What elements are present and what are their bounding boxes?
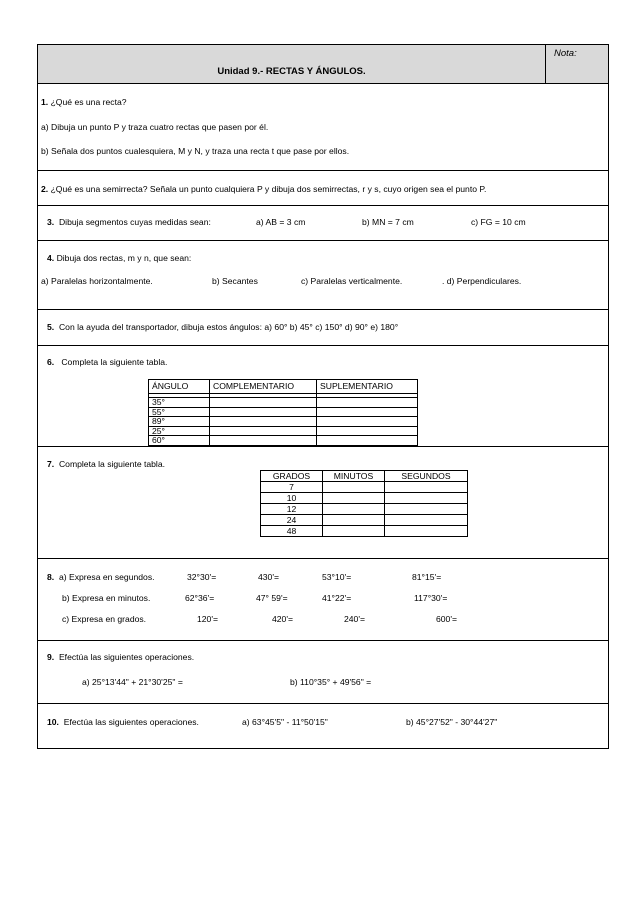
- exercise-item: 117°30'=: [414, 593, 448, 603]
- question-1-part-b: b) Señala dos puntos cualesquiera, M y N, y traza una recta t que pase por ellos.: [41, 146, 350, 156]
- answer-cell[interactable]: [210, 398, 317, 408]
- exercise-item: 81°15'=: [412, 572, 442, 582]
- question-number: 5.: [47, 322, 55, 332]
- column-header: MINUTOS: [323, 471, 385, 482]
- table-row: [261, 482, 468, 493]
- question-number: 7.: [47, 459, 55, 469]
- table-header-row: [149, 380, 418, 394]
- question-5: [38, 310, 608, 346]
- question-4-part-d: . d) Perpendiculares.: [442, 276, 522, 286]
- question-2: [38, 171, 608, 206]
- question-3: [38, 206, 608, 241]
- table-row: [261, 526, 468, 537]
- answer-cell[interactable]: [317, 426, 418, 436]
- question-6: [38, 346, 608, 447]
- answer-cell[interactable]: [210, 426, 317, 436]
- angle-cell: 55°: [149, 407, 210, 417]
- question-number: 9.: [47, 652, 55, 662]
- exercise-item: 420'=: [272, 614, 293, 624]
- answer-cell[interactable]: [323, 515, 385, 526]
- question-1-part-a: a) Dibuja un punto P y traza cuatro rectas que pasen por él.: [41, 122, 269, 132]
- table-row: [149, 436, 418, 446]
- angle-cell: 60°: [149, 436, 210, 446]
- answer-cell[interactable]: [323, 493, 385, 504]
- degrees-cell: 10: [261, 493, 323, 504]
- table-header-row: [261, 471, 468, 482]
- page-title: Unidad 9.- RECTAS Y ÁNGULOS.: [38, 45, 546, 83]
- question-8-part-a-label: a) Expresa en segundos.: [58, 572, 155, 582]
- question-10-part-a: a) 63°45'5" - 11°50'15": [242, 717, 328, 727]
- question-number: 2.: [41, 184, 49, 194]
- exercise-item: 41°22'=: [322, 593, 352, 603]
- degrees-cell: 12: [261, 504, 323, 515]
- exercise-item: 62°36'=: [185, 593, 215, 603]
- question-3-part-b: b) MN = 7 cm: [362, 217, 414, 227]
- angles-table: [148, 379, 418, 446]
- question-4-part-b: b) Secantes: [212, 276, 258, 286]
- answer-cell[interactable]: [317, 407, 418, 417]
- question-1: [38, 84, 608, 171]
- answer-cell[interactable]: [323, 482, 385, 493]
- column-header: ÁNGULO: [149, 380, 210, 394]
- exercise-item: 53°10'=: [322, 572, 352, 582]
- question-text: ¿Qué es una semirrecta? Señala un punto cualquiera P y dibuja dos semirrectas, r y s, cuyo origen sea el punto P.: [50, 184, 487, 194]
- answer-cell[interactable]: [385, 482, 468, 493]
- question-number: 1.: [41, 97, 49, 107]
- question-number: 4.: [47, 253, 55, 263]
- question-text: Completa la siguiente tabla.: [58, 459, 166, 469]
- answer-cell[interactable]: [385, 504, 468, 515]
- angle-cell: 89°: [149, 417, 210, 427]
- column-header: GRADOS: [261, 471, 323, 482]
- exercise-item: 47° 59'=: [256, 593, 288, 603]
- question-9-part-b: b) 110°35° + 49'56" =: [290, 677, 372, 687]
- degrees-cell: 7: [261, 482, 323, 493]
- worksheet: [37, 44, 609, 749]
- answer-cell[interactable]: [385, 515, 468, 526]
- question-3-part-a: a) AB = 3 cm: [256, 217, 306, 227]
- conversion-table: [260, 470, 468, 537]
- question-text: Completa la siguiente tabla.: [61, 357, 168, 367]
- question-text: Efectúa las siguientes operaciones.: [58, 652, 195, 662]
- answer-cell[interactable]: [323, 504, 385, 515]
- question-number: 6.: [47, 357, 55, 367]
- table-row: [261, 504, 468, 515]
- question-8-part-c-label: c) Expresa en grados.: [62, 614, 147, 624]
- column-header: SUPLEMENTARIO: [317, 380, 418, 394]
- question-text: Dibuja dos rectas, m y n, que sean:: [56, 253, 192, 263]
- answer-cell[interactable]: [385, 493, 468, 504]
- answer-cell[interactable]: [317, 417, 418, 427]
- question-text: Dibuja segmentos cuyas medidas sean:: [58, 217, 211, 227]
- answer-cell[interactable]: [210, 407, 317, 417]
- column-header: SEGUNDOS: [385, 471, 468, 482]
- answer-cell[interactable]: [323, 526, 385, 537]
- question-number: 10.: [47, 717, 59, 727]
- angle-cell: 35°: [149, 398, 210, 408]
- answer-cell[interactable]: [385, 526, 468, 537]
- question-8-part-b-label: b) Expresa en minutos.: [62, 593, 151, 603]
- question-10: [38, 704, 608, 748]
- question-text: ¿Qué es una recta?: [50, 97, 127, 107]
- question-9: [38, 641, 608, 704]
- question-3-part-c: c) FG = 10 cm: [471, 217, 526, 227]
- table-row: [149, 426, 418, 436]
- question-8: [38, 559, 608, 641]
- exercise-item: 32°30'=: [187, 572, 217, 582]
- exercise-item: 120'=: [197, 614, 218, 624]
- table-row: [261, 493, 468, 504]
- answer-cell[interactable]: [210, 417, 317, 427]
- degrees-cell: 48: [261, 526, 323, 537]
- question-10-part-b: b) 45°27'52" - 30°44'27": [406, 717, 498, 727]
- question-text: Efectúa las siguientes operaciones.: [63, 717, 199, 727]
- question-number: 8.: [47, 572, 55, 582]
- table-row: [149, 398, 418, 408]
- question-7: [38, 447, 608, 559]
- table-row: [149, 407, 418, 417]
- table-row: [261, 515, 468, 526]
- exercise-item: 240'=: [344, 614, 365, 624]
- question-4-part-c: c) Paralelas verticalmente.: [301, 276, 403, 286]
- question-text: Con la ayuda del transportador, dibuja estos ángulos: a) 60° b) 45° c) 150° d) 90° e) 180°: [58, 322, 399, 332]
- question-4: [38, 241, 608, 310]
- exercise-item: 600'=: [436, 614, 457, 624]
- degrees-cell: 24: [261, 515, 323, 526]
- question-number: 3.: [47, 217, 55, 227]
- angle-cell: 25°: [149, 426, 210, 436]
- grade-box: Nota:: [546, 45, 608, 83]
- exercise-item: 430'=: [258, 572, 279, 582]
- question-9-part-a: a) 25°13'44" + 21°30'25" =: [82, 677, 183, 687]
- table-row: [149, 417, 418, 427]
- answer-cell[interactable]: [210, 436, 317, 446]
- question-4-part-a: a) Paralelas horizontalmente.: [41, 276, 153, 286]
- answer-cell[interactable]: [317, 398, 418, 408]
- header-row: [38, 45, 608, 84]
- answer-cell[interactable]: [317, 436, 418, 446]
- column-header: COMPLEMENTARIO: [210, 380, 317, 394]
